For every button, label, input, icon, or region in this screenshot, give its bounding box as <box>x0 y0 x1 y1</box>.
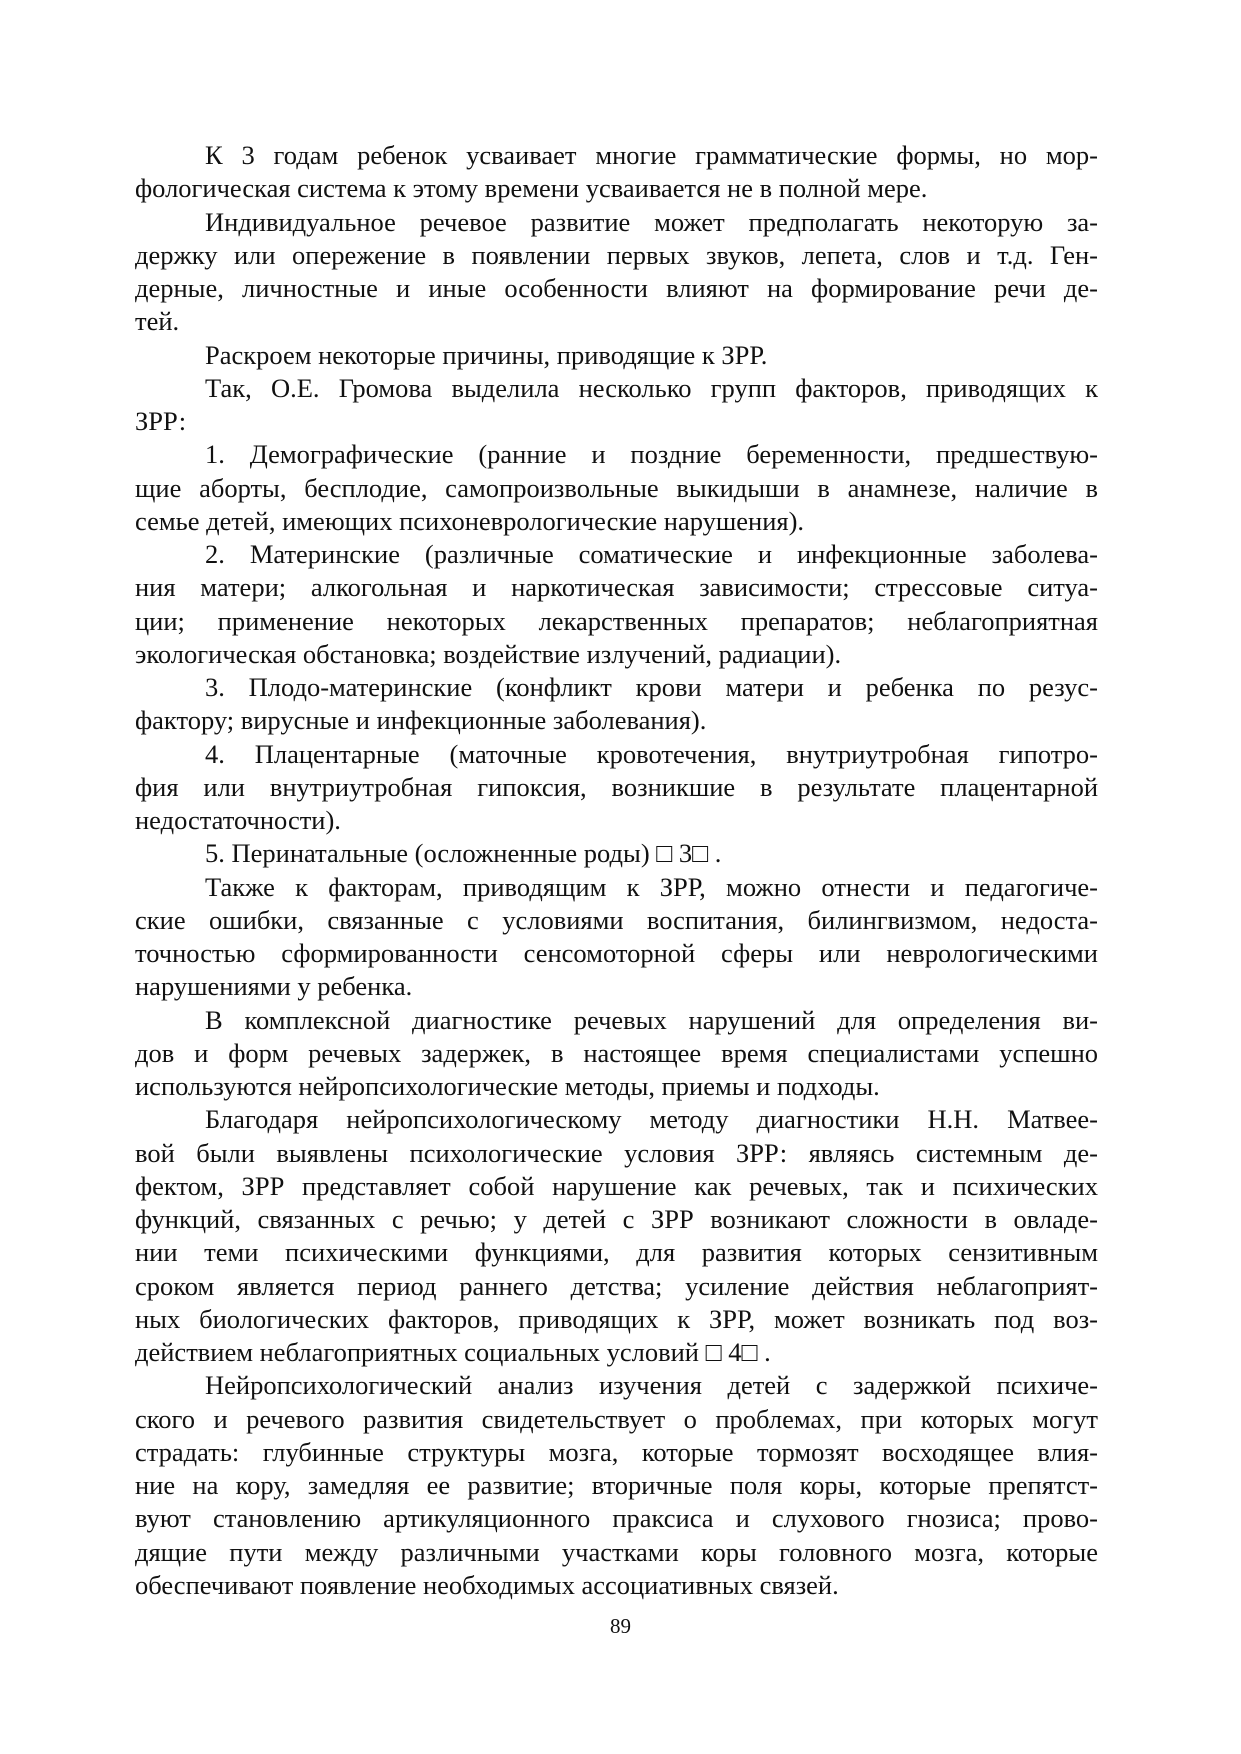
paragraph <box>135 1004 1098 1104</box>
text-line: фологическая система к этому времени усваивается не в полной мере. <box>135 173 928 204</box>
text-line: 2. Материнские (различные соматические и инфекционные заболева- <box>205 539 1098 569</box>
text-line: 5. Перинатальные (осложненные роды) □ 3□ . <box>205 838 722 869</box>
text-line: ции; применение некоторых лекарственных препаратов; неблагоприятная <box>135 605 1098 636</box>
text-line: Индивидуальное речевое развитие может предполагать некоторую за- <box>205 206 1098 237</box>
paragraph <box>135 139 1098 206</box>
text-line: ние на кору, замедляя ее развитие; вторичные поля коры, которые препятст- <box>135 1470 1098 1500</box>
text-line: фия или внутриутробная гипоксия, возникшие в результате плацентарной <box>135 771 1098 802</box>
text-line: нии теми психическими функциями, для развития которых сензитивным <box>135 1237 1098 1268</box>
paragraph <box>135 871 1098 1004</box>
text-line: вой были выявлены психологические условия ЗРР: являясь системным де- <box>135 1137 1098 1168</box>
text-line: ния матери; алкогольная и наркотическая зависимости; стрессовые ситуа- <box>135 572 1098 603</box>
text-line: сроком является период раннего детства; усиление действия неблагоприят- <box>135 1270 1098 1301</box>
text-line: К 3 годам ребенок усваивает многие грамматические формы, но мор- <box>205 140 1098 170</box>
text-line: Раскроем некоторые причины, приводящие к ЗРР. <box>205 339 768 370</box>
text-line: 3. Плодо-материнские (конфликт крови матери и ребенка по резус- <box>205 672 1098 702</box>
page-number: 89 <box>610 1614 631 1638</box>
text-line: вуют становлению артикуляционного праксиса и слухового гнозиса; прово- <box>135 1503 1098 1534</box>
text-line: функций, связанных с речью; у детей с ЗРР возникают сложности в овладе- <box>135 1204 1098 1234</box>
text-line: дов и форм речевых задержек, в настоящее время специалистами успешно <box>135 1037 1098 1068</box>
text-line: используются нейропсихологические методы, приемы и подходы. <box>135 1071 880 1101</box>
text-line: недостаточности). <box>135 805 341 835</box>
text-line: действием неблагоприятных социальных условий □ 4□ . <box>135 1337 771 1367</box>
text-line: фектом, ЗРР представляет собой нарушение как речевых, так и психических <box>135 1170 1098 1201</box>
text-line: держку или опережение в появлении первых звуков, лепета, слов и т.д. Ген- <box>135 239 1098 270</box>
text-line: ские ошибки, связанные с условиями воспитания, билингвизмом, недоста- <box>135 904 1098 935</box>
text-line: Благодаря нейропсихологическому методу диагностики Н.Н. Матвее- <box>205 1104 1098 1135</box>
text-line: нарушениями у ребенка. <box>135 971 413 1002</box>
paragraph <box>135 1103 1098 1369</box>
paragraph <box>135 538 1098 671</box>
page-body <box>135 139 1098 1602</box>
text-line: щие аборты, бесплодие, самопроизвольные выкидыши в анамнезе, наличие в <box>135 472 1098 503</box>
text-line: фактору; вирусные и инфекционные заболевания). <box>135 705 707 736</box>
text-line: ЗРР: <box>135 406 187 436</box>
text-line: дящие пути между различными участками коры головного мозга, которые <box>135 1536 1098 1567</box>
text-line: дерные, личностные и иные особенности влияют на формирование речи де- <box>135 273 1098 303</box>
paragraph <box>135 1369 1098 1602</box>
text-line: обеспечивают появление необходимых ассоциативных связей. <box>135 1569 839 1600</box>
paragraph <box>135 837 1098 870</box>
text-line: страдать: глубинные структуры мозга, которые тормозят восходящее влия- <box>135 1436 1098 1467</box>
paragraph <box>135 438 1098 538</box>
text-line: Так, О.Е. Громова выделила несколько групп факторов, приводящих к <box>205 372 1098 403</box>
text-line: 1. Демографические (ранние и поздние беременности, предшествую- <box>205 439 1098 470</box>
text-line: тей. <box>135 306 180 337</box>
text-line: точностью сформированности сенсомоторной сферы или неврологическими <box>135 938 1098 968</box>
paragraph <box>135 339 1098 372</box>
text-line: экологическая обстановка; воздействие излучений, радиации). <box>135 638 842 669</box>
paragraph <box>135 372 1098 439</box>
text-line: ных биологических факторов, приводящих к ЗРР, может возникать под воз- <box>135 1303 1098 1334</box>
text-line: Нейропсихологический анализ изучения детей с задержкой психиче- <box>205 1370 1098 1401</box>
text-line: семье детей, имеющих психоневрологические нарушения). <box>135 505 805 536</box>
text-line: ского и речевого развития свидетельствует о проблемах, при которых могут <box>135 1403 1098 1434</box>
paragraph <box>135 206 1098 339</box>
text-line: Также к факторам, приводящим к ЗРР, можно отнести и педагогиче- <box>205 871 1098 902</box>
text-line: В комплексной диагностике речевых нарушений для определения ви- <box>205 1004 1098 1035</box>
paragraph <box>135 738 1098 838</box>
text-line: 4. Плацентарные (маточные кровотечения, внутриутробная гипотро- <box>205 738 1098 769</box>
paragraph <box>135 671 1098 738</box>
